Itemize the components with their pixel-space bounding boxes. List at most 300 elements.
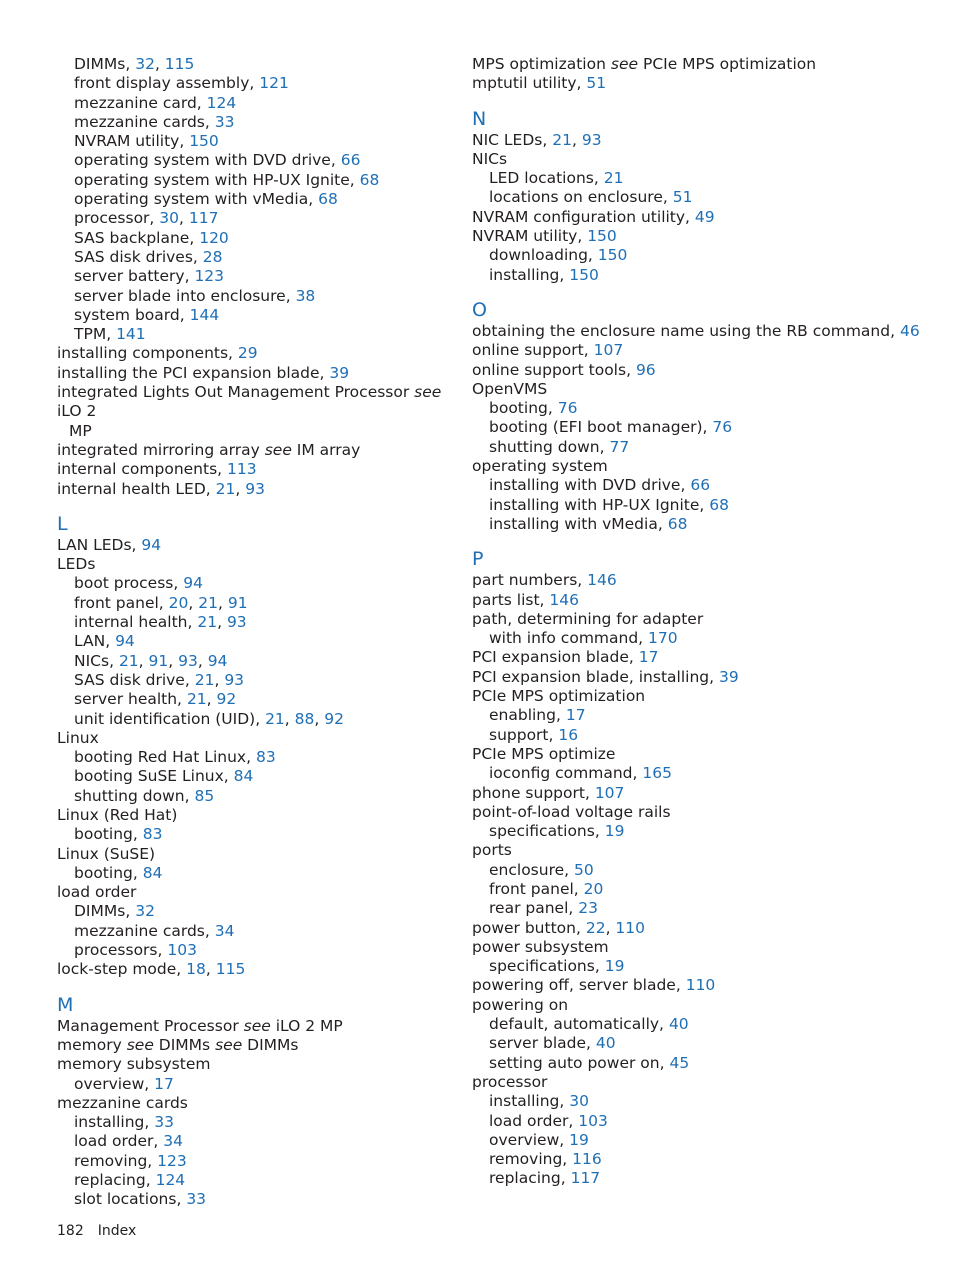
index-entry bbox=[472, 150, 902, 169]
entry-text: part numbers, bbox=[472, 571, 583, 590]
index-letter-heading: P bbox=[472, 548, 484, 571]
page-link[interactable]: 18 bbox=[186, 960, 206, 979]
entry-text: installing components, bbox=[57, 344, 233, 363]
page-link[interactable]: 21 bbox=[265, 709, 285, 728]
entry-text: Linux (SuSE) bbox=[57, 844, 156, 863]
index-subentry bbox=[57, 941, 452, 960]
page-link[interactable]: 150 bbox=[189, 132, 219, 151]
entry-text: internal components, bbox=[57, 460, 223, 479]
entry-text: internal health, bbox=[74, 613, 193, 632]
entry-text: PCI expansion blade, bbox=[472, 648, 634, 667]
page-link[interactable]: 93 bbox=[224, 670, 245, 689]
entry-text: NIC LEDs, bbox=[472, 130, 548, 149]
entry-text: internal health LED, bbox=[57, 479, 211, 498]
entry-text: booting, bbox=[74, 863, 138, 882]
entry-text: installing with vMedia, bbox=[489, 514, 663, 533]
page-link[interactable]: 84 bbox=[142, 863, 163, 882]
page-link[interactable]: 117 bbox=[188, 209, 219, 228]
index-subentry bbox=[472, 1034, 902, 1053]
index-subentry bbox=[57, 574, 452, 593]
entry-text: installing the PCI expansion blade, bbox=[57, 363, 325, 382]
page-link[interactable]: 92 bbox=[324, 709, 344, 728]
page-link[interactable]: 123 bbox=[157, 1151, 187, 1170]
page-link[interactable]: 93 bbox=[581, 130, 602, 149]
entry-text: NVRAM configuration utility, bbox=[472, 207, 690, 226]
entry-text: unit identification (UID), bbox=[74, 709, 261, 728]
index-subentry bbox=[472, 438, 902, 457]
entry-text: SAS backplane, bbox=[74, 228, 195, 247]
index-entry bbox=[57, 460, 452, 479]
index-entry bbox=[472, 227, 902, 246]
index-subentry bbox=[57, 922, 452, 941]
entry-text: processor bbox=[472, 1072, 548, 1091]
index-entry: lock-step mode, 18, 115 bbox=[57, 960, 246, 979]
entry-text: with info command, bbox=[489, 629, 644, 648]
entry-text: operating system with HP-UX Ignite, bbox=[74, 170, 355, 189]
index-letter-heading: O bbox=[472, 298, 487, 321]
page-link[interactable]: 21 bbox=[186, 690, 207, 709]
index-subentry: front panel, 20, 21, 91 bbox=[74, 593, 248, 612]
index-subentry bbox=[472, 496, 902, 515]
entry-text: memory bbox=[57, 1035, 122, 1054]
entry-text: Linux bbox=[57, 728, 99, 747]
see-reference-target: IM array bbox=[296, 440, 361, 459]
page-link[interactable]: 45 bbox=[669, 1053, 690, 1072]
index-entry bbox=[57, 883, 452, 902]
index-entry bbox=[57, 441, 452, 460]
entry-text: DIMMs, bbox=[74, 902, 131, 921]
page-link[interactable]: 124 bbox=[206, 93, 237, 112]
entry-text: installing with HP-UX Ignite, bbox=[489, 495, 705, 514]
page-link[interactable]: 113 bbox=[227, 460, 257, 479]
page-link[interactable]: 165 bbox=[642, 764, 672, 783]
index-entry bbox=[57, 1094, 452, 1113]
index-subentry bbox=[472, 476, 902, 495]
page-link[interactable]: 22 bbox=[585, 918, 606, 937]
entry-text: server blade, bbox=[489, 1034, 591, 1053]
page-link[interactable]: 141 bbox=[116, 325, 146, 344]
page-link[interactable]: 93 bbox=[226, 613, 247, 632]
index-subentry bbox=[472, 1150, 902, 1169]
entry-text: LAN, bbox=[74, 632, 111, 651]
entry-text: booting SuSE Linux, bbox=[74, 767, 229, 786]
index-entry bbox=[57, 729, 452, 748]
page-link[interactable]: 107 bbox=[594, 783, 625, 802]
page-link[interactable]: 144 bbox=[189, 305, 220, 324]
page-link[interactable]: 115 bbox=[164, 55, 195, 73]
entry-text: mezzanine cards bbox=[57, 1093, 188, 1112]
entry-text: booting, bbox=[74, 825, 138, 844]
index-entry bbox=[57, 536, 452, 555]
page-link[interactable]: 121 bbox=[259, 74, 289, 93]
entry-text: integrated Lights Out Management Processor bbox=[57, 383, 410, 402]
entry-text: installing with DVD drive, bbox=[489, 476, 686, 495]
index-subentry bbox=[57, 171, 452, 190]
entry-text: front panel, bbox=[489, 879, 579, 898]
page-link[interactable]: 120 bbox=[199, 228, 229, 247]
page-link[interactable]: 76 bbox=[712, 418, 733, 437]
index-subentry bbox=[472, 1169, 902, 1188]
entry-text: path, determining for adapter bbox=[472, 609, 704, 628]
see-reference-label: see bbox=[610, 55, 639, 73]
page-link[interactable]: 21 bbox=[197, 613, 218, 632]
page-link[interactable]: 150 bbox=[569, 265, 599, 284]
page-link[interactable]: 77 bbox=[609, 437, 630, 456]
index-subentry bbox=[57, 767, 452, 786]
page-link[interactable]: 19 bbox=[569, 1130, 589, 1149]
page-link[interactable]: 51 bbox=[586, 74, 607, 93]
page-link[interactable]: 76 bbox=[557, 399, 578, 418]
index-subentry bbox=[472, 880, 902, 899]
entry-text: locations on enclosure, bbox=[489, 188, 668, 207]
entry-text: overview, bbox=[489, 1130, 565, 1149]
entry-text: booting, bbox=[489, 399, 553, 418]
entry-text: booting Red Hat Linux, bbox=[74, 748, 252, 767]
index-subentry bbox=[472, 899, 902, 918]
index-subentry bbox=[472, 266, 902, 285]
index-entry bbox=[472, 208, 902, 227]
page-link[interactable]: 146 bbox=[587, 571, 617, 590]
index-subentry bbox=[472, 515, 902, 534]
page-link[interactable]: 94 bbox=[115, 632, 135, 651]
page-link[interactable]: 20 bbox=[583, 879, 604, 898]
index-subentry: processor, 30, 117 bbox=[74, 209, 219, 228]
page-link[interactable]: 29 bbox=[237, 344, 258, 363]
index-entry bbox=[472, 74, 902, 93]
page-link[interactable]: 83 bbox=[255, 748, 276, 767]
entry-text: PCIe MPS optimization bbox=[472, 687, 646, 706]
index-entry bbox=[472, 938, 902, 957]
entry-text: mezzanine card, bbox=[74, 93, 202, 112]
index-subentry bbox=[57, 1132, 452, 1151]
entry-text: PCIe MPS optimize bbox=[472, 744, 616, 763]
page-link[interactable]: 68 bbox=[318, 190, 338, 209]
index-entry bbox=[57, 383, 452, 441]
index-subentry: SAS disk drive, 21, 93 bbox=[74, 670, 245, 689]
index-subentry bbox=[472, 706, 902, 725]
entry-text: removing, bbox=[489, 1150, 568, 1169]
entry-text: load order, bbox=[489, 1111, 574, 1130]
page-link[interactable]: 50 bbox=[574, 860, 594, 879]
page-link[interactable]: 32 bbox=[135, 55, 155, 73]
entry-text: front panel, bbox=[74, 593, 164, 612]
see-reference-label: see bbox=[126, 1035, 154, 1054]
index-entry bbox=[472, 610, 902, 629]
page-link[interactable]: 94 bbox=[183, 574, 203, 593]
entry-text: LED locations, bbox=[489, 169, 599, 188]
entry-text: powering on bbox=[472, 995, 569, 1014]
index-entry bbox=[57, 344, 452, 363]
page-link[interactable]: 21 bbox=[194, 670, 215, 689]
entry-text: memory subsystem bbox=[57, 1055, 211, 1074]
page-link[interactable]: 107 bbox=[593, 341, 624, 360]
entry-text: ports bbox=[472, 841, 512, 860]
entry-text: shutting down, bbox=[489, 437, 605, 456]
page-link[interactable]: 93 bbox=[245, 479, 265, 498]
entry-text: booting (EFI boot manager), bbox=[489, 418, 708, 437]
index-column-right bbox=[472, 55, 920, 1189]
page-link[interactable]: 17 bbox=[154, 1074, 174, 1093]
entry-text: slot locations, bbox=[74, 1190, 182, 1209]
page-link[interactable]: 17 bbox=[565, 706, 586, 725]
index-subentry: internal health, 21, 93 bbox=[74, 613, 247, 632]
page-link[interactable]: 68 bbox=[709, 495, 729, 514]
entry-text: power button, bbox=[472, 918, 581, 937]
entry-text: LAN LEDs, bbox=[57, 535, 137, 554]
entry-text: online support tools, bbox=[472, 360, 631, 379]
entry-text: shutting down, bbox=[74, 786, 190, 805]
index-entry bbox=[57, 364, 452, 383]
page-link[interactable]: 49 bbox=[694, 207, 715, 226]
index-subentry bbox=[472, 957, 902, 976]
page-link[interactable]: 91 bbox=[227, 593, 248, 612]
index-subentry bbox=[57, 132, 452, 151]
index-entry bbox=[472, 55, 902, 74]
page-link[interactable]: 34 bbox=[214, 921, 235, 940]
index-entry bbox=[472, 321, 920, 341]
entry-text: enabling, bbox=[489, 706, 561, 725]
index-subentry bbox=[57, 248, 452, 267]
index-column-left bbox=[57, 55, 452, 1210]
page-link[interactable]: 21 bbox=[215, 479, 236, 498]
page-link[interactable]: 38 bbox=[295, 286, 316, 305]
page-link[interactable]: 85 bbox=[194, 786, 215, 805]
index-subentry bbox=[472, 399, 902, 418]
entry-text: operating system bbox=[472, 457, 608, 476]
page-link[interactable]: 115 bbox=[215, 960, 246, 979]
see-reference-label: see bbox=[414, 383, 442, 402]
page-link[interactable]: 40 bbox=[595, 1034, 616, 1053]
page-link[interactable]: 46 bbox=[899, 321, 920, 340]
page-link[interactable]: 32 bbox=[135, 902, 155, 921]
index-entry bbox=[57, 806, 452, 825]
index-subentry bbox=[57, 325, 452, 344]
index-subentry bbox=[472, 1015, 902, 1034]
index-subentry bbox=[472, 822, 902, 841]
index-subentry bbox=[57, 787, 452, 806]
index-entry bbox=[472, 803, 902, 822]
page-link[interactable]: 33 bbox=[214, 112, 235, 131]
index-subentry bbox=[57, 267, 452, 286]
index-subentry bbox=[57, 151, 452, 170]
page-link[interactable]: 93 bbox=[178, 651, 198, 670]
entry-text: Management Processor bbox=[57, 1016, 239, 1035]
see-reference-target: PCIe MPS optimization bbox=[642, 55, 817, 73]
entry-text: default, automatically, bbox=[489, 1015, 664, 1034]
page-link[interactable]: 68 bbox=[359, 170, 380, 189]
index-subentry bbox=[472, 1092, 902, 1111]
index-subentry bbox=[57, 306, 452, 325]
entry-text: ioconfig command, bbox=[489, 764, 638, 783]
entry-text: MPS optimization bbox=[472, 55, 606, 73]
index-subentry: NICs, 21, 91, 93, 94 bbox=[74, 651, 228, 670]
entry-text: SAS disk drive, bbox=[74, 670, 190, 689]
page-link[interactable]: 21 bbox=[552, 130, 572, 149]
page-link[interactable]: 20 bbox=[168, 593, 189, 612]
page-link[interactable]: 146 bbox=[549, 590, 580, 609]
index-subentry bbox=[57, 1190, 452, 1209]
page-link[interactable]: 124 bbox=[155, 1171, 186, 1190]
page-link[interactable]: 103 bbox=[167, 941, 197, 960]
entry-text: setting auto power on, bbox=[489, 1053, 665, 1072]
entry-text: NICs, bbox=[74, 651, 114, 670]
page-link[interactable]: 84 bbox=[233, 767, 254, 786]
entry-text: removing, bbox=[74, 1151, 153, 1170]
entry-text: rear panel, bbox=[489, 899, 574, 918]
page-link[interactable]: 21 bbox=[118, 651, 139, 670]
entry-text: TPM, bbox=[74, 325, 112, 344]
entry-text: point-of-load voltage rails bbox=[472, 802, 671, 821]
page-link[interactable]: 39 bbox=[718, 667, 739, 686]
index-entry bbox=[472, 784, 902, 803]
index-letter-heading: N bbox=[472, 107, 487, 130]
page-link[interactable]: 103 bbox=[578, 1111, 608, 1130]
index-subentry bbox=[472, 629, 902, 648]
entry-text: parts list, bbox=[472, 590, 545, 609]
page-link[interactable]: 33 bbox=[154, 1113, 174, 1132]
index-entry: power button, 22, 110 bbox=[472, 918, 646, 937]
page-link[interactable]: 21 bbox=[198, 593, 218, 612]
page-link[interactable]: 30 bbox=[569, 1092, 589, 1111]
page-link[interactable]: 170 bbox=[648, 629, 678, 648]
index-letter-heading: M bbox=[57, 993, 74, 1016]
entry-text: replacing, bbox=[489, 1169, 566, 1188]
page-link[interactable]: 34 bbox=[163, 1132, 183, 1151]
index-entry bbox=[472, 1073, 902, 1092]
entry-text: server battery, bbox=[74, 267, 190, 286]
index-entry bbox=[472, 976, 902, 995]
see-reference-target: iLO 2 bbox=[57, 402, 97, 421]
page-link[interactable]: 28 bbox=[202, 247, 223, 266]
index-entry bbox=[472, 571, 902, 590]
footer-section: Index bbox=[97, 1223, 137, 1239]
entry-text: powering off, server blade, bbox=[472, 976, 681, 995]
index-entry bbox=[57, 555, 452, 574]
index-entry bbox=[472, 361, 902, 380]
index-entry bbox=[472, 841, 902, 860]
index-subentry bbox=[57, 113, 452, 132]
entry-text: load order, bbox=[74, 1132, 159, 1151]
entry-text: overview, bbox=[74, 1074, 150, 1093]
entry-text: operating system with DVD drive, bbox=[74, 151, 336, 170]
entry-text: mezzanine cards, bbox=[74, 112, 210, 131]
page-link[interactable]: 96 bbox=[635, 360, 656, 379]
entry-text: boot process, bbox=[74, 574, 179, 593]
page-link[interactable]: 117 bbox=[570, 1169, 601, 1188]
page-link[interactable]: 88 bbox=[294, 709, 315, 728]
entry-text: server health, bbox=[74, 690, 182, 709]
index-subentry bbox=[472, 246, 902, 265]
page-link[interactable]: 94 bbox=[141, 535, 162, 554]
entry-text: online support, bbox=[472, 341, 589, 360]
index-entry bbox=[57, 1055, 452, 1074]
index-entry bbox=[472, 996, 902, 1015]
entry-text: specifications, bbox=[489, 957, 600, 976]
entry-text: installing, bbox=[489, 265, 565, 284]
index-subentry: unit identification (UID), 21, 88, 92 bbox=[74, 709, 344, 728]
entry-text: front display assembly, bbox=[74, 74, 255, 93]
entry-continuation: MP bbox=[69, 421, 92, 440]
page-link[interactable]: 150 bbox=[587, 227, 617, 246]
index-subentry bbox=[57, 1152, 452, 1171]
entry-text: LEDs bbox=[57, 555, 96, 574]
page-link[interactable]: 66 bbox=[340, 151, 361, 170]
entry-text: NICs bbox=[472, 149, 508, 168]
entry-text: Linux (Red Hat) bbox=[57, 805, 178, 824]
page-link[interactable]: 51 bbox=[672, 188, 693, 207]
index-entry: NIC LEDs, 21, 93 bbox=[472, 130, 602, 149]
index-entry bbox=[472, 648, 902, 667]
entry-text: installing, bbox=[74, 1113, 150, 1132]
entry-text: mezzanine cards, bbox=[74, 921, 210, 940]
index-entry: internal health LED, 21, 93 bbox=[57, 479, 265, 498]
page-link[interactable]: 17 bbox=[638, 648, 659, 667]
index-subentry bbox=[57, 1113, 452, 1132]
page-link[interactable]: 16 bbox=[558, 725, 579, 744]
see-reference-target: iLO 2 MP bbox=[275, 1016, 343, 1035]
page-link[interactable]: 116 bbox=[572, 1150, 602, 1169]
entry-text: phone support, bbox=[472, 783, 590, 802]
page-link[interactable]: 66 bbox=[690, 476, 711, 495]
page-link[interactable]: 123 bbox=[194, 267, 225, 286]
page-link[interactable]: 39 bbox=[329, 363, 350, 382]
page-link[interactable]: 94 bbox=[207, 651, 228, 670]
page-link[interactable]: 21 bbox=[603, 169, 624, 188]
see-reference-label: see bbox=[215, 1035, 243, 1054]
entry-text: processor, bbox=[74, 209, 155, 228]
page-link[interactable]: 110 bbox=[615, 918, 646, 937]
index-subentry bbox=[472, 188, 902, 207]
index-subentry bbox=[57, 864, 452, 883]
entry-text: DIMMs, bbox=[74, 55, 131, 73]
page-link[interactable]: 30 bbox=[159, 209, 180, 228]
page-link[interactable]: 19 bbox=[604, 822, 625, 841]
page-link[interactable]: 92 bbox=[216, 690, 237, 709]
see-reference-target: DIMMs bbox=[247, 1035, 299, 1054]
page-link[interactable]: 68 bbox=[667, 514, 688, 533]
page-link[interactable]: 91 bbox=[148, 651, 169, 670]
page-link[interactable]: 23 bbox=[578, 899, 598, 918]
page-number: 182 bbox=[57, 1223, 84, 1239]
index-subentry bbox=[57, 229, 452, 248]
index-subentry bbox=[472, 1112, 902, 1131]
index-subentry bbox=[57, 825, 452, 844]
page-link[interactable]: 33 bbox=[186, 1190, 207, 1209]
index-subentry bbox=[57, 74, 452, 93]
see-reference-target: DIMMs bbox=[158, 1035, 211, 1054]
page-link[interactable]: 110 bbox=[685, 976, 716, 995]
entry-text: support, bbox=[489, 725, 554, 744]
page-link[interactable]: 19 bbox=[604, 957, 625, 976]
index-entry bbox=[472, 745, 902, 764]
page-link[interactable]: 83 bbox=[142, 825, 163, 844]
index-subentry bbox=[472, 861, 902, 880]
entry-text: OpenVMS bbox=[472, 379, 548, 398]
index-entry bbox=[472, 668, 902, 687]
index-entry bbox=[472, 380, 902, 399]
entry-text: PCI expansion blade, installing, bbox=[472, 667, 715, 686]
index-entry bbox=[472, 457, 902, 476]
index-subentry bbox=[472, 418, 902, 437]
page-link[interactable]: 150 bbox=[597, 246, 628, 265]
index-subentry bbox=[472, 726, 902, 745]
entry-text: mptutil utility, bbox=[472, 74, 582, 93]
entry-text: installing, bbox=[489, 1092, 565, 1111]
index-subentry bbox=[472, 1054, 902, 1073]
entry-text: operating system with vMedia, bbox=[74, 190, 314, 209]
index-subentry bbox=[472, 764, 902, 783]
page-link[interactable]: 40 bbox=[668, 1015, 689, 1034]
